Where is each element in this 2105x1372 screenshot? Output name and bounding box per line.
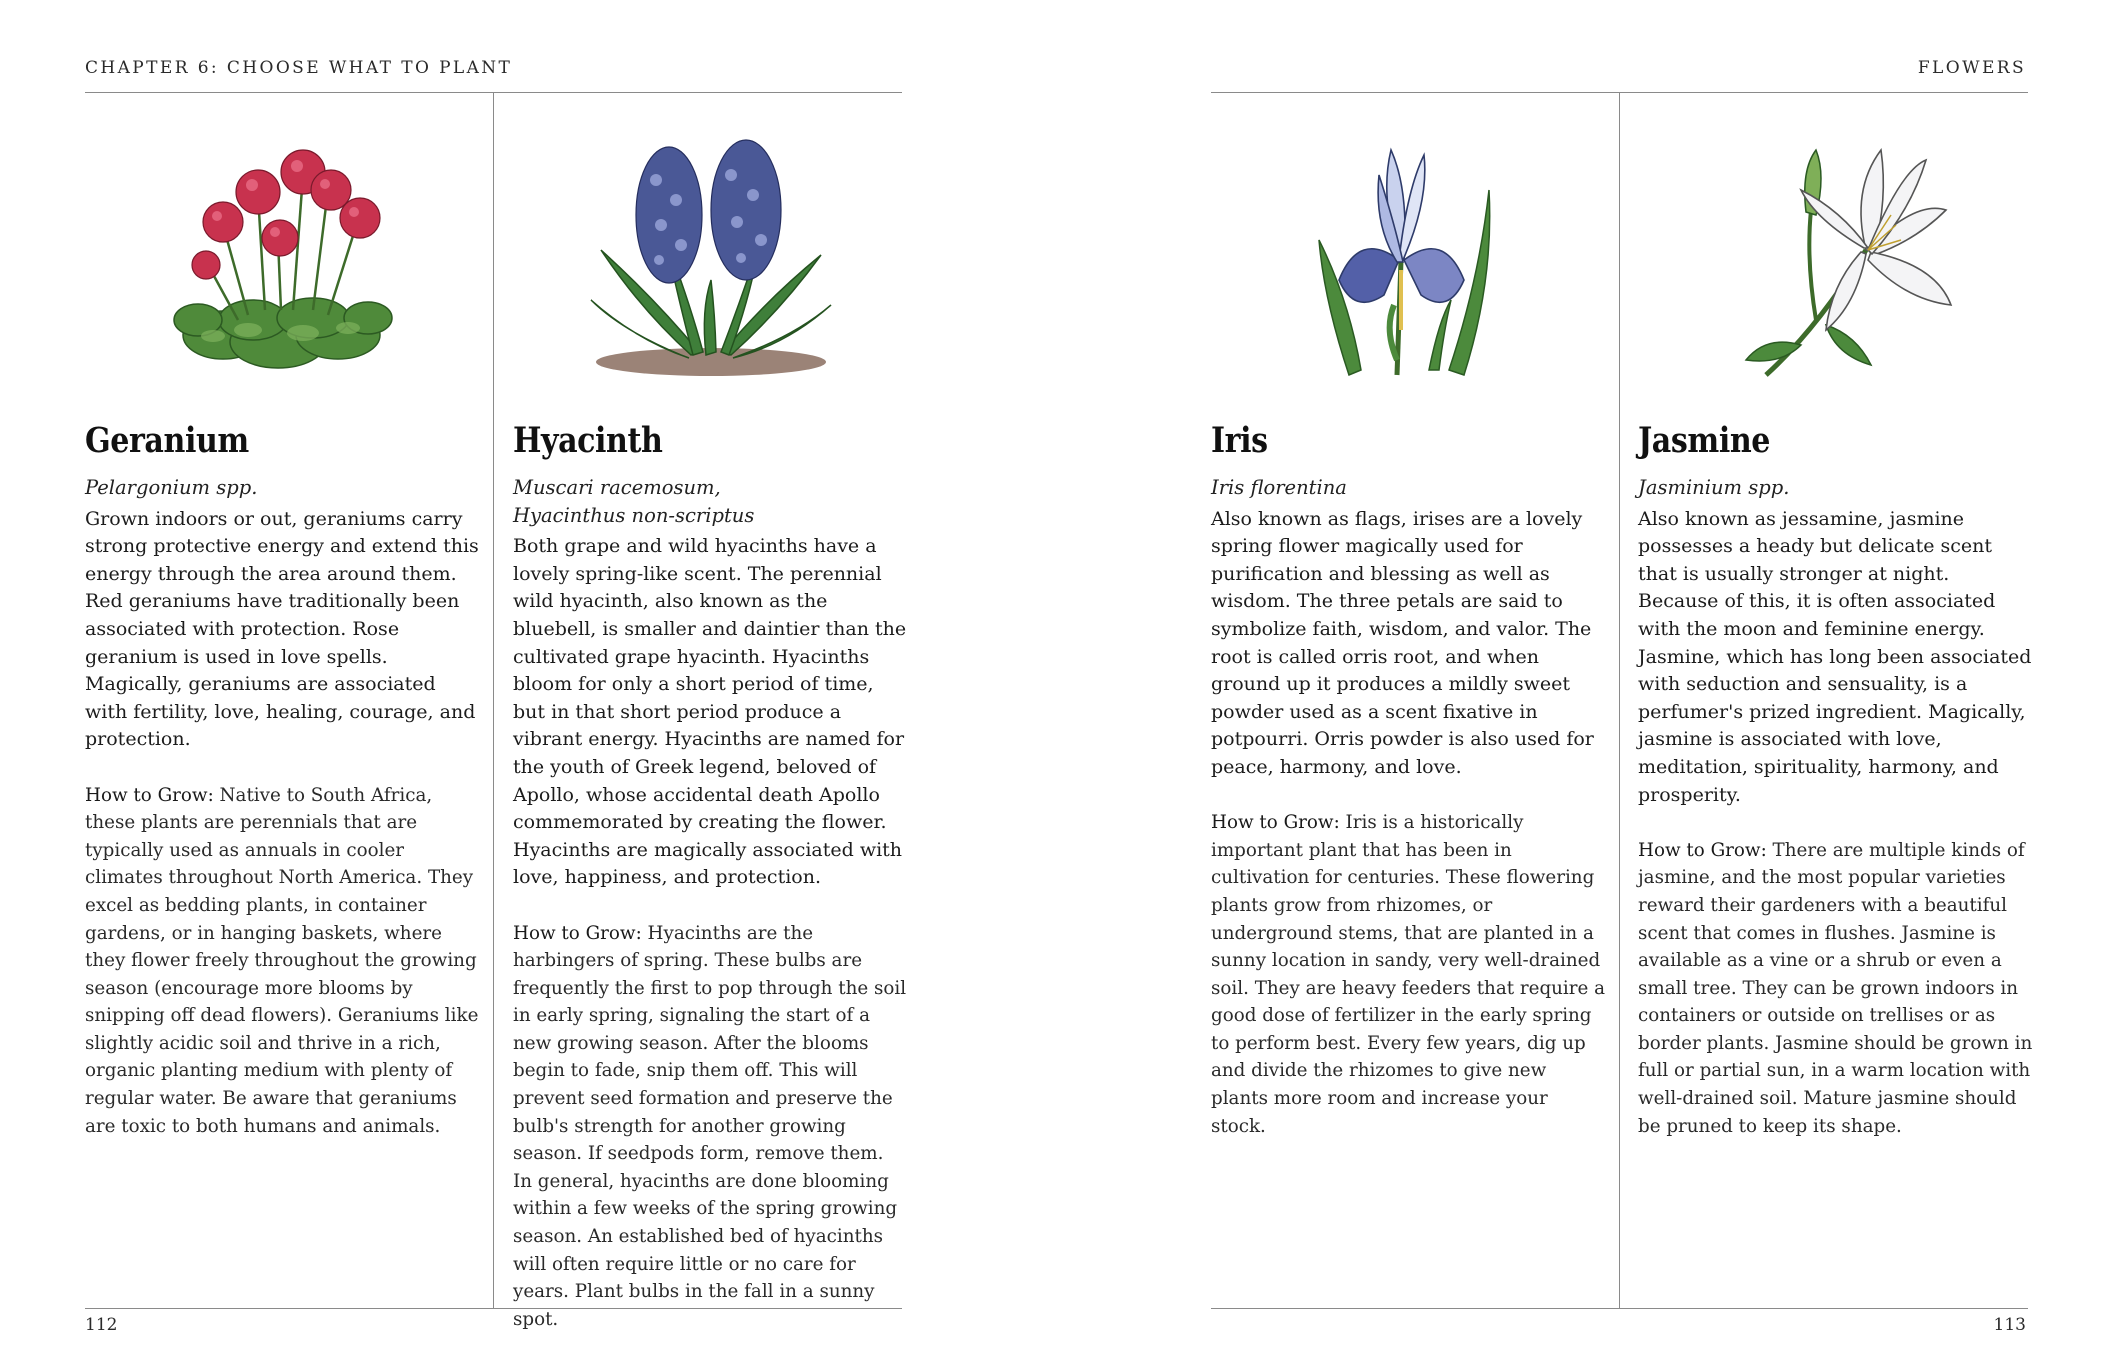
entry-description: Also known as flags, irises are a lovely spring flower magically used for purification and blessing as well as wisdom. The three petals are said to symbolize faith, wisdom, and valor. The root is called orris root, and when ground up it produces a mildly sweet powder used as a scent fixative in potpourri. Orris powder is also used for peace, harmony, and love. (1211, 507, 1594, 778)
how-to-grow-label: How to Grow: (1211, 812, 1340, 834)
how-to-grow-label: How to Grow: (1638, 839, 1767, 861)
how-to-grow-text: Hyacinths are the harbingers of spring. These bulbs are frequently the first to pop through the soil in early spring, signaling the start of a new growing season. After the blooms begin to fade, snip them off. This will prevent seed formation and preserve the bulb's strength for another growing season. If seedpods form, remove them. In general, hyacinths are done blooming within a few weeks of the spring growing season. An established bed of hyacinths will often require little or no care for years. Plant bulbs in the fall in a sunny spot. (513, 922, 907, 1330)
entry-jasmine (1638, 120, 2033, 1140)
entry-description: Also known as jessamine, jasmine possesses a heady but delicate scent that is usually stronger at night. Because of this, it is often associated with the moon and feminine energy. Jasmine, which has long been associated with seduction and sensuality, is a perfumer's prized ingredient. Magically, jasmine is associated with love, meditation, spirituality, harmony, and prosperity. (1638, 507, 2032, 806)
geranium-illustration (85, 120, 480, 380)
running-head-chapter: CHAPTER 6: CHOOSE WHAT TO PLANT (85, 58, 513, 78)
how-to-grow-text: Native to South Africa, these plants are perennials that are typically used as annuals in cooler climates throughout North America. They excel as bedding plants, in container gardens, or in hanging baskets, where they flower freely throughout the growing season (encourage more blooms by snipping off dead flowers). Geraniums like slightly acidic soil and thrive in a rich, organic planting medium with plenty of regular water. Be aware that geraniums are toxic to both humans and animals. (85, 784, 479, 1137)
latin-name (1211, 474, 1606, 502)
jasmine-illustration (1638, 120, 2033, 380)
entry-hyacinth (513, 120, 908, 1333)
right-page-bottom-rule (1211, 1308, 2028, 1309)
latin-name-line: Muscari racemosum, (513, 476, 721, 499)
how-to-grow (85, 782, 480, 1141)
latin-name (85, 474, 480, 502)
how-to-grow-label: How to Grow: (513, 922, 642, 944)
latin-name-line: Jasminium spp. (1638, 476, 1790, 499)
entry-description: Both grape and wild hyacinths have a lovely spring-like scent. The perennial wild hyacinth, also known as the bluebell, is smaller and daintier than the cultivated grape hyacinth. Hyacinths bloom for only a short period of time, but in that short period produce a vibrant energy. Hyacinths are named for the youth of Greek legend, beloved of Apollo, whose accidental death Apollo commemorated by creating the flower. Hyacinths are magically associated with love, happiness, and protection. (513, 535, 907, 889)
entry-title: Hyacinth (513, 420, 663, 461)
how-to-grow (513, 920, 908, 1334)
right-page-column-divider (1619, 92, 1620, 1308)
latin-name-line: Iris florentina (1211, 476, 1347, 499)
how-to-grow-label: How to Grow: (85, 784, 214, 806)
how-to-grow (1211, 809, 1606, 1140)
entry-geranium (85, 120, 480, 1140)
page-number-left: 112 (85, 1315, 118, 1335)
iris-illustration (1211, 120, 1606, 380)
page-number-right: 113 (1993, 1315, 2026, 1335)
latin-name-line: Hyacinthus non-scriptus (513, 503, 755, 527)
latin-name (1638, 474, 2033, 502)
how-to-grow-text: Iris is a historically important plant that has been in cultivation for centuries. These flowering plants grow from rhizomes, or underground stems, that are planted in a sunny location in sandy, very well-drained soil. They are heavy feeders that require a good dose of fertilizer in the early spring to perform best. Every few years, dig up and divide the rhizomes to give new plants more room and increase your stock. (1211, 812, 1606, 1137)
hyacinth-illustration (513, 120, 908, 380)
entry-title: Iris (1211, 420, 1268, 461)
entry-title: Jasmine (1638, 420, 1771, 461)
latin-name-line: Pelargonium spp. (85, 476, 258, 499)
running-head-section: FLOWERS (1917, 58, 2026, 78)
entry-description: Grown indoors or out, geraniums carry strong protective energy and extend this energy through the area around them. Red geraniums have traditionally been associated with protection. Rose geranium is used in love spells. Magically, geraniums are associated with fertility, love, healing, courage, and protection. (85, 507, 479, 751)
entry-title: Geranium (85, 420, 249, 461)
how-to-grow-text: There are multiple kinds of jasmine, and the most popular varieties reward their gardeners with a beautiful scent that comes in flushes. Jasmine is available as a vine or a shrub or even a small tree. They can be grown indoors in containers or outside on trellises or as border plants. Jasmine should be grown in full or partial sun, in a warm location with well-drained soil. Mature jasmine should be pruned to keep its shape. (1638, 839, 2033, 1137)
entry-iris (1211, 120, 1606, 1140)
how-to-grow (1638, 837, 2033, 1141)
left-page-column-divider (493, 92, 494, 1308)
latin-name (513, 474, 908, 529)
